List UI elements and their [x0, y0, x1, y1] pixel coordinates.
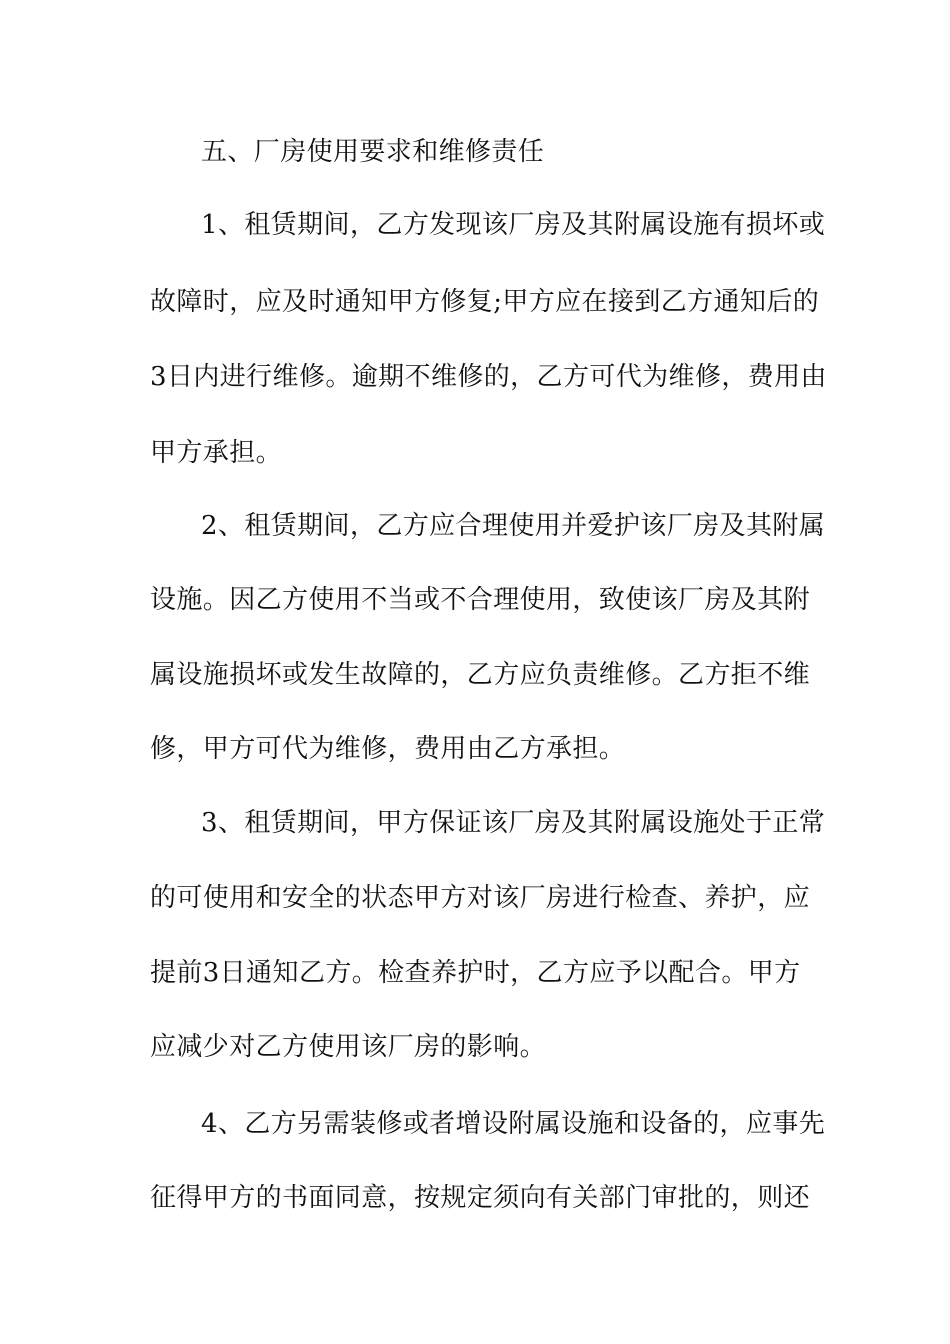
paragraph-1-line-4: 甲方承担。 [150, 438, 283, 468]
text-line-10 [0, 878, 950, 918]
text-line-12 [0, 1027, 950, 1067]
paragraph-4-line-2: 征得甲方的书面同意，按规定须向有关部门审批的，则还 [150, 1183, 811, 1213]
text-line-6 [0, 580, 950, 620]
section-heading-line [0, 132, 950, 172]
paragraph-2-line-3: 属设施损坏或发生故障的，乙方应负责维修。乙方拒不维 [150, 660, 811, 690]
paragraph-3-line-2: 的可使用和安全的状态甲方对该厂房进行检查、养护，应 [150, 883, 811, 913]
section-heading: 五、厂房使用要求和维修责任 [201, 137, 545, 167]
text-line-11 [0, 953, 950, 993]
text-line-5 [0, 506, 950, 546]
paragraph-2-line-1: 2、租赁期间，乙方应合理使用并爱护该厂房及其附属 [201, 511, 826, 541]
paragraph-3-line-4: 应减少对乙方使用该厂房的影响。 [150, 1032, 547, 1062]
text-line-9 [0, 803, 950, 843]
paragraph-3-line-3: 提前3日通知乙方。检查养护时，乙方应予以配合。甲方 [150, 958, 801, 988]
text-line-13 [0, 1104, 950, 1144]
text-line-8 [0, 729, 950, 769]
paragraph-1-line-2: 故障时，应及时通知甲方修复;甲方应在接到乙方通知后的 [150, 287, 820, 317]
paragraph-3-line-1: 3、租赁期间，甲方保证该厂房及其附属设施处于正常 [201, 808, 826, 838]
paragraph-1-line-1: 1、租赁期间，乙方发现该厂房及其附属设施有损坏或 [201, 210, 826, 240]
paragraph-2-line-2: 设施。因乙方使用不当或不合理使用，致使该厂房及其附 [150, 585, 811, 615]
paragraph-2-line-4: 修，甲方可代为维修，费用由乙方承担。 [150, 734, 626, 764]
text-line-7 [0, 655, 950, 695]
text-line-14 [0, 1178, 950, 1218]
text-line-1 [0, 205, 950, 245]
text-line-3 [0, 357, 950, 397]
text-line-2 [0, 282, 950, 322]
text-line-4 [0, 433, 950, 473]
paragraph-1-line-3: 3日内进行维修。逾期不维修的，乙方可代为维修，费用由 [150, 362, 827, 392]
paragraph-4-line-1: 4、乙方另需装修或者增设附属设施和设备的，应事先 [201, 1109, 826, 1139]
